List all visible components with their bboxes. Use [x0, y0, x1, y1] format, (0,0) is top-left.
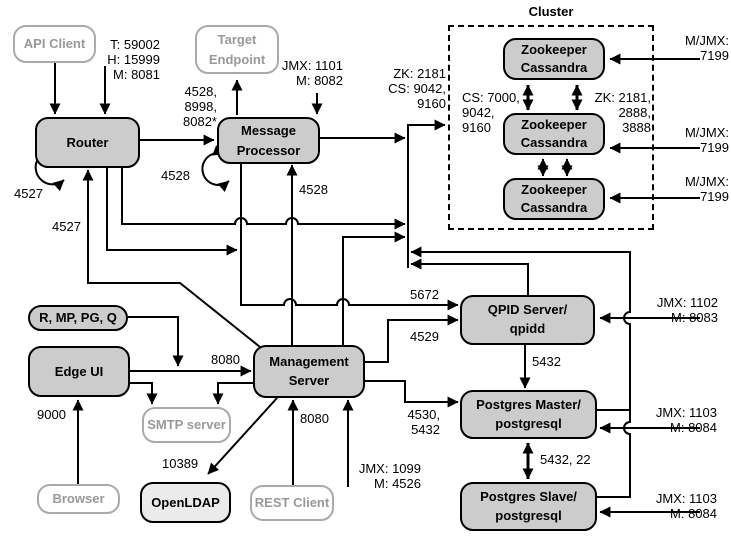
zk1-label-2: Cassandra	[520, 60, 588, 75]
port-ui-mgmt: 8080	[211, 352, 240, 367]
qpid-server-node	[460, 295, 595, 345]
ports-cluster-zk: ZK: 2181, 2888, 3888	[594, 90, 651, 136]
arrow-mgmt-to-pgmaster	[365, 381, 458, 402]
port-pg-replication: 5432, 22	[540, 452, 591, 467]
r-mp-pg-q-node	[28, 305, 128, 331]
openldap-label: OpenLDAP	[151, 494, 220, 510]
port-mgmt-qpid: 4529	[410, 329, 439, 344]
port-ldap: 10389	[162, 456, 199, 471]
rest-client-node	[250, 485, 334, 521]
mgmt-label-2: Server	[288, 372, 330, 388]
router-label: Router	[66, 134, 109, 150]
line-pgslave-to-pgmaster-riser	[597, 410, 630, 497]
mp-label-1: Message	[241, 123, 296, 138]
ports-api-router: T: 59002 H: 15999 M: 8081	[107, 37, 160, 83]
port-mgmt-mp: 4528	[299, 182, 328, 197]
api-client-label: API Client	[23, 36, 86, 52]
smtp-server-node	[142, 407, 231, 443]
pg-master-label-2: postgresql	[495, 415, 562, 431]
arrow-mp-to-qpid-5672	[241, 163, 458, 305]
arrow-mgmt-to-smtp	[218, 383, 253, 404]
ports-pgmaster-jmx: JMX: 1103 M: 8084	[655, 405, 717, 436]
zookeeper-cassandra-node-1	[503, 38, 605, 80]
browser-label: Browser	[52, 491, 105, 507]
browser-node	[37, 484, 120, 514]
ports-mp-jmx: JMX: 1101 M: 8082	[281, 58, 343, 89]
rest-client-label: REST Client	[254, 495, 330, 511]
smtp-label: SMTP server	[147, 417, 226, 433]
zk2-label-2: Cassandra	[520, 135, 588, 150]
port-qpid-pg: 5432	[532, 354, 561, 369]
qpid-label-1: QPID Server/	[487, 302, 568, 318]
port-router-loop: 4527	[14, 186, 43, 201]
ports-mjmx-zk3: M/JMX: 7199	[684, 174, 729, 205]
openldap-node	[140, 482, 231, 523]
ports-mjmx-zk2: M/JMX: 7199	[684, 125, 729, 156]
postgres-master-node	[460, 390, 597, 439]
mp-label-2: Processor	[236, 142, 301, 158]
ports-mgmt-pg: 4530, 5432	[407, 407, 440, 438]
port-mgmt-router: 4527	[52, 219, 81, 234]
zookeeper-cassandra-node-3	[503, 178, 605, 220]
zk2-label-1: Zookeeper	[521, 116, 587, 132]
ports-mjmx-zk1: M/JMX: 7199	[684, 33, 729, 64]
message-processor-node	[217, 117, 320, 164]
rmppgq-label: R, MP, PG, Q	[39, 310, 117, 326]
bus-to-cluster	[408, 125, 445, 268]
ports-mgmt-jmx: JMX: 1099 M: 4526	[358, 461, 421, 492]
pg-slave-label-1: Postgres Slave/	[480, 488, 577, 504]
edge-ui-label: Edge UI	[54, 363, 104, 379]
cluster-title: Cluster	[528, 4, 574, 19]
arrow-rmppgq-to-8080-line	[128, 317, 178, 366]
ports-pgslave-jmx: JMX: 1103 M: 8084	[655, 491, 717, 522]
port-rest-mgmt: 8080	[300, 411, 329, 426]
pg-master-label-1: Postgres Master/	[476, 396, 581, 412]
mgmt-label-1: Management	[269, 353, 349, 369]
port-amqp: 5672	[410, 287, 439, 302]
target-endpoint-label-1: Target	[217, 32, 257, 47]
target-endpoint-node	[195, 25, 279, 74]
ports-cluster-cs: CS: 7000, 9042, 9160	[462, 90, 520, 136]
edge-ui-node	[28, 346, 130, 397]
postgres-slave-node	[460, 482, 597, 531]
arrow-mgmt-to-bus	[343, 237, 405, 345]
ports-router-mp: 4528, 8998, 8082*	[183, 84, 217, 130]
port-browser-ui: 9000	[37, 407, 66, 422]
management-server-node	[253, 345, 365, 398]
zk3-label-2: Cassandra	[520, 200, 588, 215]
port-mp-loop: 4528	[161, 168, 190, 183]
target-endpoint-label-2: Endpoint	[208, 51, 266, 67]
arrow-edgeui-to-smtp	[130, 383, 152, 404]
api-client-node	[13, 25, 96, 63]
qpid-label-2: qpidd	[509, 321, 546, 336]
pg-slave-label-2: postgresql	[495, 507, 562, 523]
zk1-label-1: Zookeeper	[521, 41, 587, 57]
router-node	[35, 117, 140, 168]
ports-zk-cs-bus: ZK: 2181 CS: 9042, 9160	[388, 66, 446, 112]
zk3-label-1: Zookeeper	[521, 181, 587, 197]
ports-qpid-jmx: JMX: 1102 M: 8083	[656, 295, 718, 326]
